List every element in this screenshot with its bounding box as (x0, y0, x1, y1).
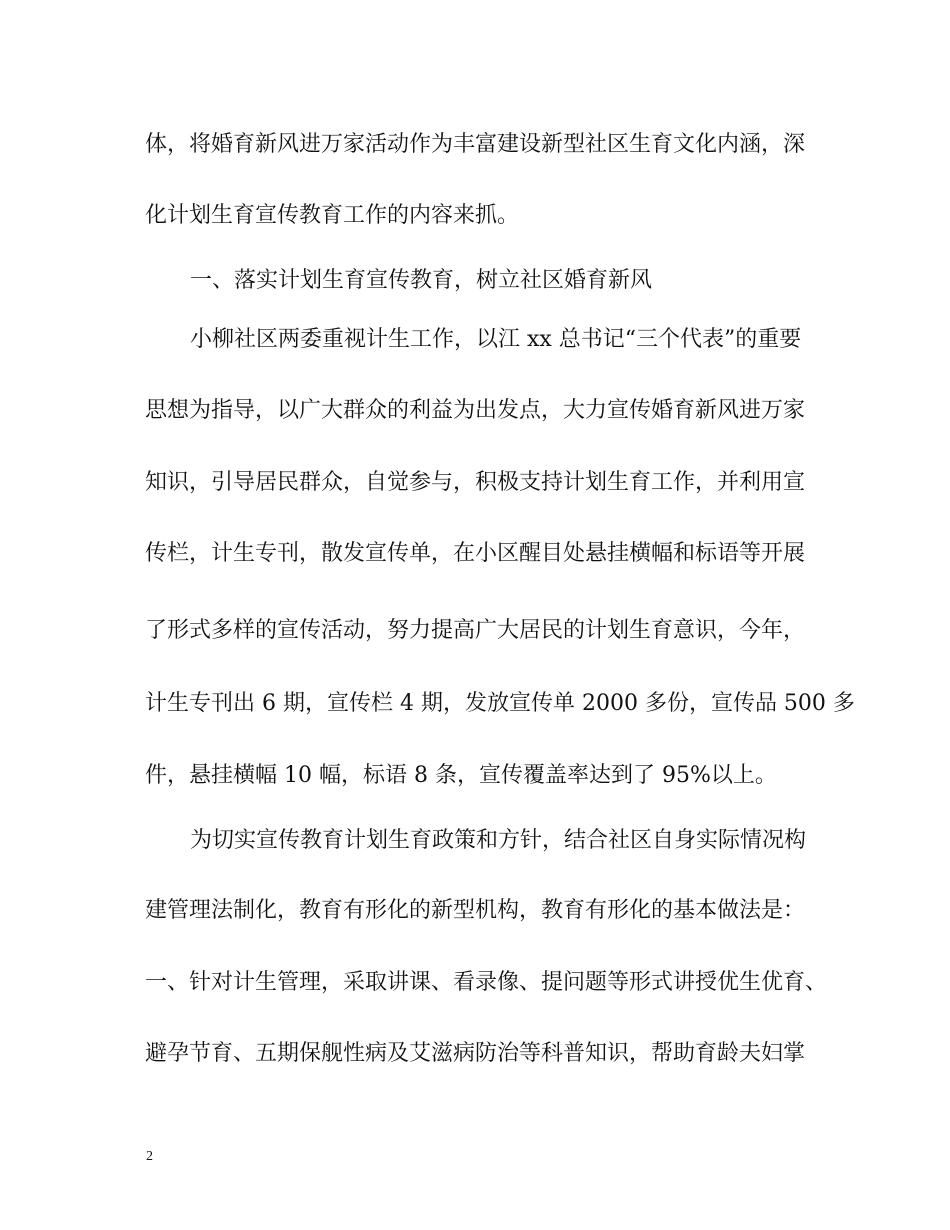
text-line: 思想为指导，以广大群众的利益为出发点，大力宣传婚育新风进万家 (145, 398, 806, 423)
text-line: 知识，引导居民群众，自觉参与，积极支持计划生育工作，并利用宣 (145, 470, 806, 495)
text-line: 了形式多样的宣传活动，努力提高广大居民的计划生育意识，今年， (145, 618, 806, 643)
text-line: 小柳社区两委重视计生工作，以江 xx 总书记“三个代表”的重要 (190, 327, 802, 352)
text-line: 件，悬挂横幅 10 幅，标语 8 条，宣传覆盖率达到了 95%以上。 (145, 763, 777, 788)
text-line: 避孕节育、五期保舰性病及艾滋病防治等科普知识，帮助育龄夫妇掌 (145, 1041, 806, 1066)
page-number: 2 (146, 1149, 153, 1164)
section-heading: 一、落实计划生育宣传教育，树立社区婚育新风 (190, 268, 653, 293)
text-line: 为切实宣传教育计划生育政策和方针，结合社区自身实际情况构 (190, 828, 807, 853)
text-line: 体，将婚育新风进万家活动作为丰富建设新型社区生育文化内涵，深 (145, 132, 806, 157)
text-line: 计生专刊出 6 期，宣传栏 4 期，发放宣传单 2000 多份，宣传品 500 多 (145, 691, 855, 716)
text-line: 传栏，计生专刊，散发宣传单，在小区醒目处悬挂横幅和标语等开展 (145, 541, 806, 566)
text-line: 一、针对计生管理，采取讲课、看录像、提问题等形式讲授优生优育、 (145, 970, 828, 995)
text-line: 建管理法制化，教育有形化的新型机构，教育有形化的基本做法是： (145, 898, 806, 923)
text-line: 化计划生育宣传教育工作的内容来抓。 (145, 203, 520, 228)
